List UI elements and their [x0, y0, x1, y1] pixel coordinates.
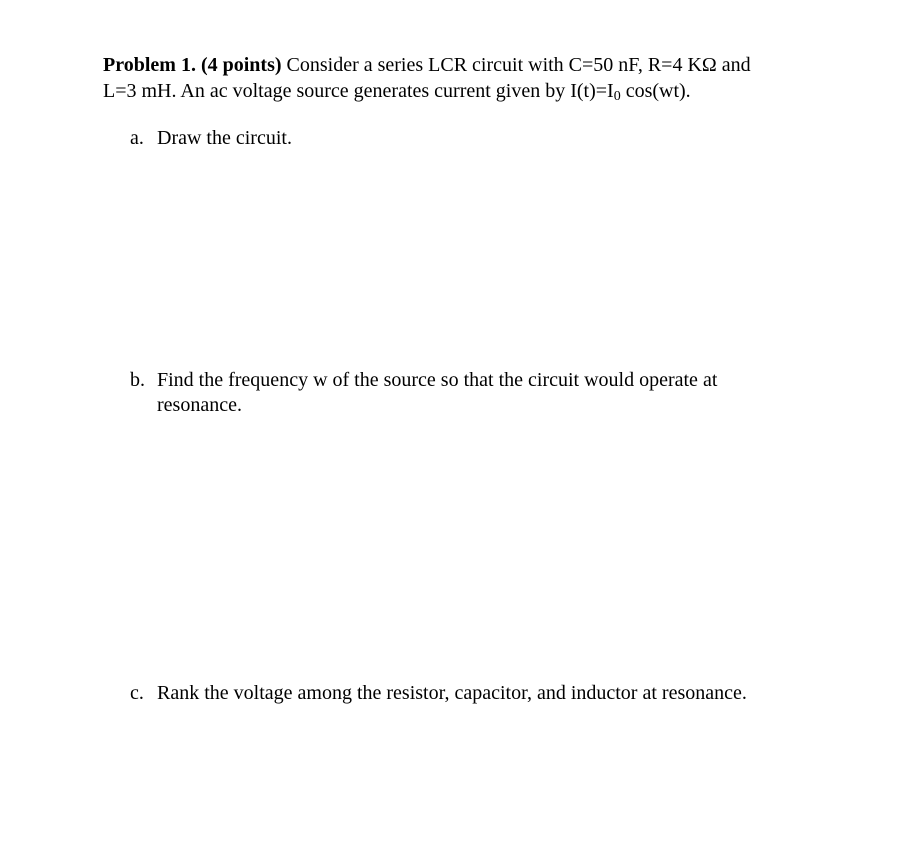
problem-line-2: L=3 mH. An ac voltage source generates current given by I(t)=I	[103, 80, 614, 102]
part-b	[130, 368, 810, 418]
problem-line-1: Consider a series LCR circuit with C=50 nF, R=4 KΩ and	[281, 54, 751, 76]
part-b-letter: b.	[130, 369, 145, 391]
part-a-letter: a.	[130, 127, 144, 149]
part-b-text-line-1: Find the frequency w of the source so that the circuit would operate at	[157, 369, 718, 391]
part-c-letter: c.	[130, 682, 144, 704]
problem-statement	[103, 52, 803, 110]
current-subscript: 0	[613, 89, 621, 104]
problem-line-2-end: cos(wt).	[620, 80, 691, 102]
problem-label: Problem 1. (4 points)	[103, 54, 282, 76]
part-c	[130, 681, 810, 706]
part-b-text-line-2: resonance.	[157, 394, 242, 416]
part-c-text: Rank the voltage among the resistor, capacitor, and inductor at resonance.	[157, 682, 747, 704]
part-a	[130, 126, 810, 151]
part-a-text: Draw the circuit.	[157, 127, 292, 149]
